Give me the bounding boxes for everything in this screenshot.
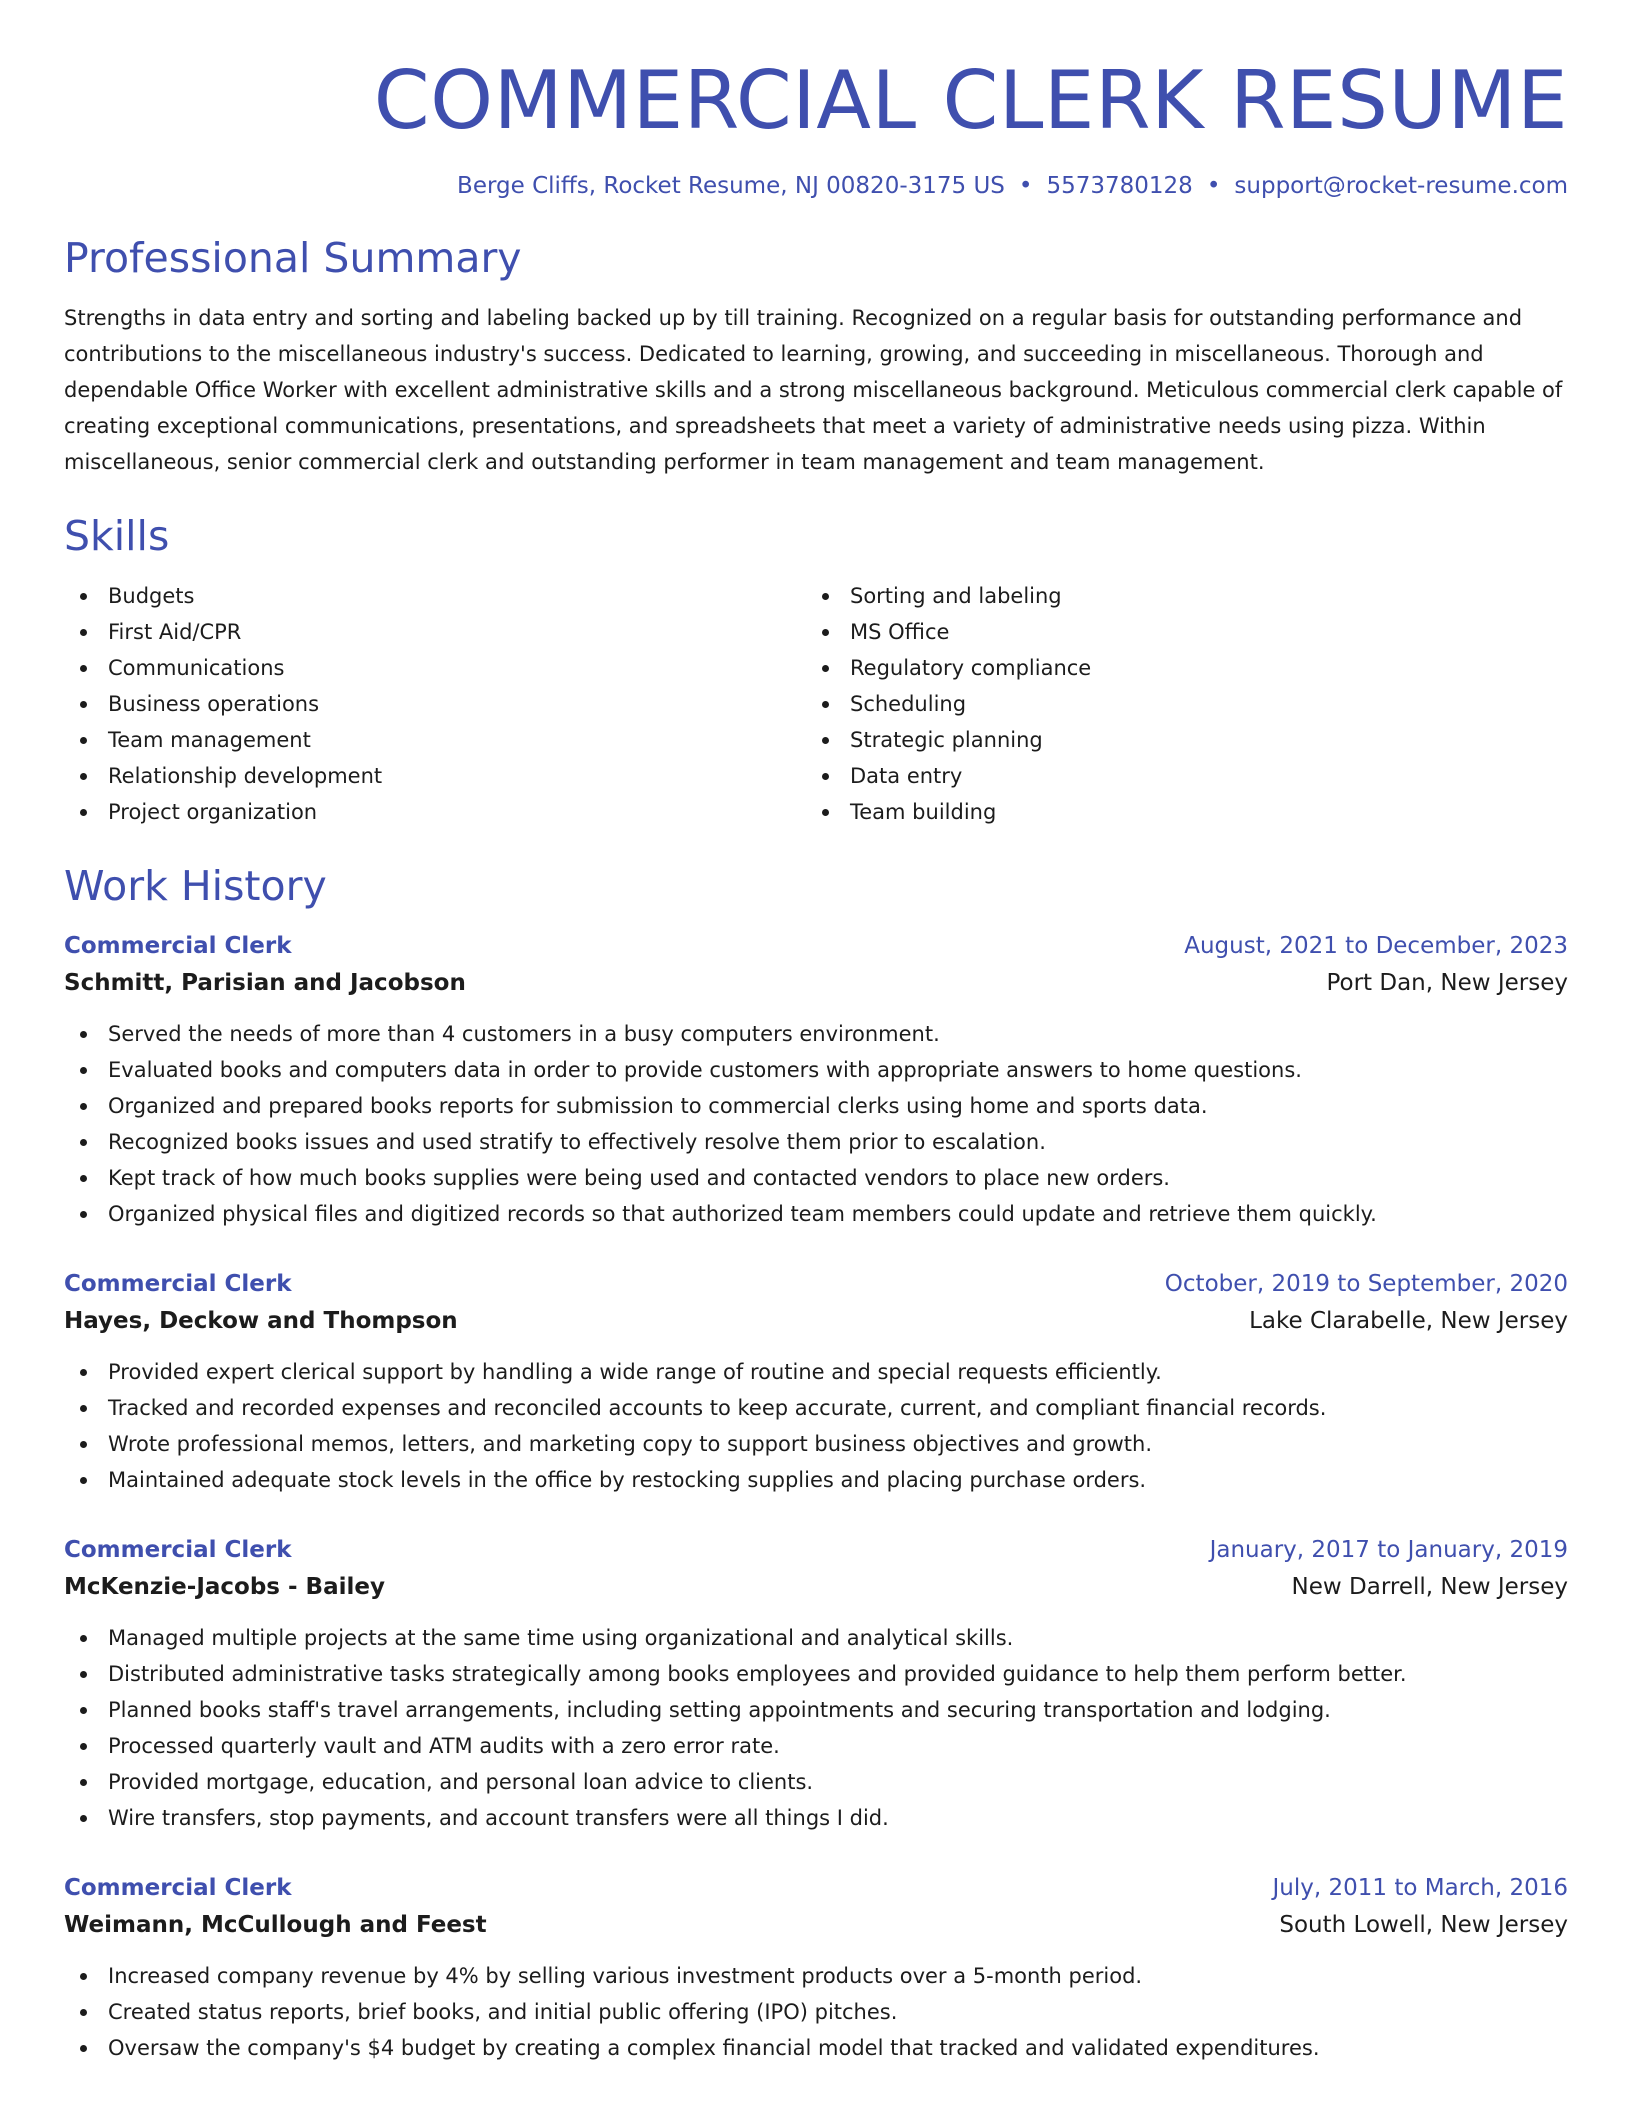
- contact-separator: •: [1206, 173, 1221, 199]
- job-company-row: [64, 964, 1568, 1002]
- contact-separator: •: [1018, 173, 1033, 199]
- job-bullet: Planned books staff's travel arrangements, including setting appointments and securing transportation and lodging.: [64, 1692, 1568, 1728]
- resume-title: COMMERCIAL CLERK RESUME: [373, 54, 1568, 147]
- job-bullets: [64, 1016, 1568, 1232]
- skill-item: Relationship development: [64, 758, 806, 794]
- job-bullet: Evaluated books and computers data in order to provide customers with appropriate answers to home questions.: [64, 1052, 1568, 1088]
- skills-column-right: [806, 578, 1548, 830]
- job-bullets: [64, 1958, 1568, 2066]
- work-history-heading: Work History: [64, 862, 327, 910]
- job-bullet: Tracked and recorded expenses and reconciled accounts to keep accurate, current, and compliant financial records.: [64, 1390, 1568, 1426]
- summary-text: Strengths in data entry and sorting and labeling backed up by till training. Recognized on a regular basis for outstanding performance and contributions to the miscellaneous industry's success. Dedicated to learning, growing, and succeeding in miscellaneous. Thorough and dependable Office Worker with excellent administrative skills and a strong miscellaneous background. Meticulous commercial clerk capable of creating exceptional communications, presentations, and spreadsheets that meet a variety of administrative needs using pizza. Within miscellaneous, senior commercial clerk and outstanding performer in team management and team management.: [64, 306, 1563, 474]
- job-bullet: Provided expert clerical support by handling a wide range of routine and special requests efficiently.: [64, 1354, 1568, 1390]
- job-bullet: Organized physical files and digitized records so that authorized team members could update and retrieve them quickly.: [64, 1196, 1568, 1232]
- job-bullet: Processed quarterly vault and ATM audits with a zero error rate.: [64, 1728, 1568, 1764]
- job-dates: July, 2011 to March, 2016: [1272, 1875, 1568, 1901]
- summary-heading: Professional Summary: [64, 234, 522, 282]
- skills-section: [64, 508, 1568, 830]
- job-bullet: Maintained adequate stock levels in the office by restocking supplies and placing purchase orders.: [64, 1462, 1568, 1498]
- job-title-row: [64, 1532, 1568, 1568]
- summary-section: [64, 230, 1568, 480]
- job-location: New Darrell, New Jersey: [1291, 1574, 1568, 1600]
- skills-column-left: [64, 578, 806, 830]
- job-title-row: [64, 1870, 1568, 1906]
- contact-address: Berge Cliffs, Rocket Resume, NJ 00820-3175 US: [457, 173, 1005, 199]
- skill-item: Team management: [64, 722, 806, 758]
- job-title-row: [64, 1266, 1568, 1302]
- skill-item: Communications: [64, 650, 806, 686]
- work-history-section: [64, 858, 1568, 2066]
- skill-item: Project organization: [64, 794, 806, 830]
- job-dates: October, 2019 to September, 2020: [1164, 1271, 1568, 1297]
- job-entry: [64, 1870, 1568, 2066]
- skills-heading: Skills: [64, 512, 170, 560]
- job-title: Commercial Clerk: [64, 933, 292, 959]
- job-bullet: Kept track of how much books supplies were being used and contacted vendors to place new orders.: [64, 1160, 1568, 1196]
- job-bullet: Oversaw the company's $4 budget by creating a complex financial model that tracked and validated expenditures.: [64, 2030, 1568, 2066]
- job-title-row: [64, 928, 1568, 964]
- skill-item: Sorting and labeling: [806, 578, 1548, 614]
- job-title: Commercial Clerk: [64, 1537, 292, 1563]
- job-company: Hayes, Deckow and Thompson: [64, 1308, 458, 1334]
- job-entry: [64, 1532, 1568, 1836]
- job-bullet: Organized and prepared books reports for submission to commercial clerks using home and sports data.: [64, 1088, 1568, 1124]
- resume-header: [64, 0, 1568, 202]
- skill-item: Team building: [806, 794, 1548, 830]
- job-company: McKenzie-Jacobs - Bailey: [64, 1574, 385, 1600]
- contact-email[interactable]: support@rocket-resume.com: [1234, 173, 1568, 199]
- job-company: Weimann, McCullough and Feest: [64, 1912, 487, 1938]
- job-bullet: Provided mortgage, education, and personal loan advice to clients.: [64, 1764, 1568, 1800]
- skills-grid: [64, 578, 1568, 830]
- job-entry: [64, 1266, 1568, 1498]
- contact-phone[interactable]: 5573780128: [1046, 173, 1193, 199]
- job-bullet: Managed multiple projects at the same time using organizational and analytical skills.: [64, 1620, 1568, 1656]
- job-bullet: Increased company revenue by 4% by selling various investment products over a 5-month period.: [64, 1958, 1568, 1994]
- job-company-row: [64, 1302, 1568, 1340]
- job-dates: August, 2021 to December, 2023: [1184, 933, 1568, 959]
- skill-item: First Aid/CPR: [64, 614, 806, 650]
- job-company: Schmitt, Parisian and Jacobson: [64, 970, 466, 996]
- skill-item: MS Office: [806, 614, 1548, 650]
- job-bullet: Served the needs of more than 4 customers in a busy computers environment.: [64, 1016, 1568, 1052]
- job-bullet: Recognized books issues and used stratify to effectively resolve them prior to escalation.: [64, 1124, 1568, 1160]
- skill-item: Business operations: [64, 686, 806, 722]
- job-bullet: Wrote professional memos, letters, and marketing copy to support business objectives and growth.: [64, 1426, 1568, 1462]
- skill-item: Strategic planning: [806, 722, 1548, 758]
- job-location: Lake Clarabelle, New Jersey: [1249, 1308, 1568, 1334]
- job-title: Commercial Clerk: [64, 1271, 292, 1297]
- contact-line: [64, 170, 1568, 202]
- job-dates: January, 2017 to January, 2019: [1209, 1537, 1568, 1563]
- job-location: Port Dan, New Jersey: [1326, 970, 1568, 996]
- job-company-row: [64, 1906, 1568, 1944]
- skill-item: Regulatory compliance: [806, 650, 1548, 686]
- job-bullets: [64, 1620, 1568, 1836]
- resume-page: [64, 0, 1568, 2066]
- skill-item: Budgets: [64, 578, 806, 614]
- job-entry: [64, 928, 1568, 1232]
- job-location: South Lowell, New Jersey: [1279, 1912, 1568, 1938]
- job-bullets: [64, 1354, 1568, 1498]
- skill-item: Scheduling: [806, 686, 1548, 722]
- job-bullet: Distributed administrative tasks strategically among books employees and provided guidance to help them perform better.: [64, 1656, 1568, 1692]
- job-title: Commercial Clerk: [64, 1875, 292, 1901]
- job-bullet: Wire transfers, stop payments, and account transfers were all things I did.: [64, 1800, 1568, 1836]
- job-bullet: Created status reports, brief books, and initial public offering (IPO) pitches.: [64, 1994, 1568, 2030]
- job-company-row: [64, 1568, 1568, 1606]
- skill-item: Data entry: [806, 758, 1548, 794]
